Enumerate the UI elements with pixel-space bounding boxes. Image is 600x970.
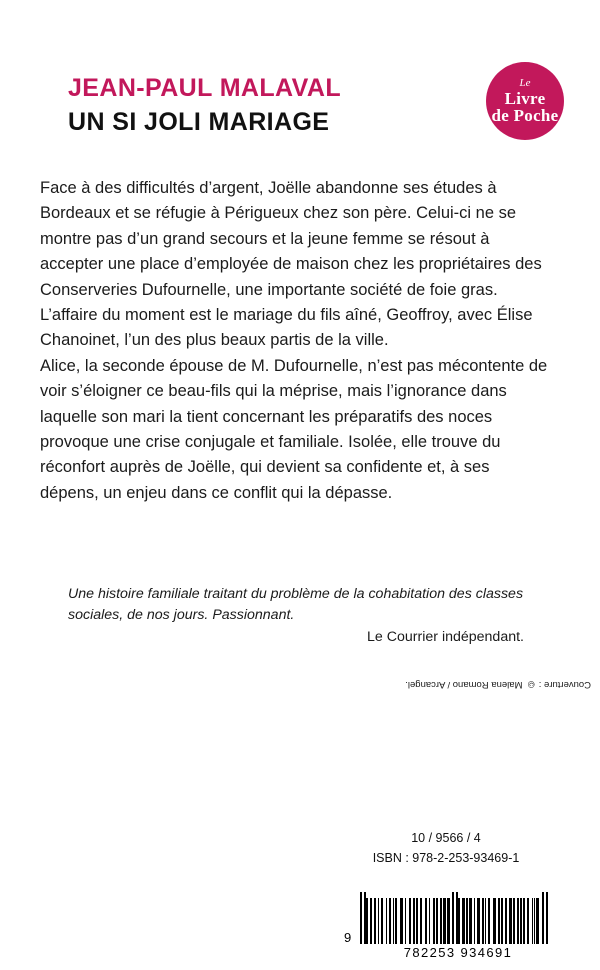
publisher-logo-line1: Le	[519, 76, 531, 89]
press-quote-source: Le Courrier indépendant.	[367, 629, 524, 645]
blurb-paragraph: Face à des difficultés d’argent, Joëlle abandonne ses études à Bordeaux et se réfugie à Périgueux chez son père. Celui-ci ne se montre pas d’un grand secours et la jeune femme se résout à accepter une place d’employée de maison chez les propriétaires des Conserveries Dufournelle, une importante société de foie gras. L’affaire du moment est le mariage du fils aîné, Geoffroy, avec Élise Chanoinet, l’un des plus beaux partis de la ville.	[40, 179, 542, 350]
publisher-logo-line3: de Poche	[491, 106, 559, 126]
book-title: UN SI JOLI MARIAGE	[68, 108, 330, 136]
cover-credit: Couverture : © Malena Romano / Arcangel.	[405, 679, 591, 690]
barcode	[344, 892, 556, 960]
blurb-text	[40, 176, 548, 506]
barcode-bars	[360, 892, 556, 944]
barcode-lead-digit: 9	[344, 930, 352, 945]
author-name: JEAN-PAUL MALAVAL	[68, 74, 341, 102]
blurb-paragraph: Alice, la seconde épouse de M. Dufournelle, n’est pas mécontente de voir s’éloigner ce beau-fils qui la méprise, mais l’ignorance dans laquelle son mari la tient concernant les préparatifs des noces provoque une crise conjugale et familiale. Isolée, elle trouve du réconfort auprès de Joëlle, qui devient sa confidente et, à ses dépens, un enjeu dans ce conflit qui la dépasse.	[40, 356, 548, 502]
press-quote	[68, 584, 524, 648]
isbn-code: ISBN : 978-2-253-93469-1	[372, 851, 520, 865]
product-code: 10 / 9566 / 4	[411, 831, 481, 845]
barcode-digits: 782253 934691	[403, 945, 513, 960]
press-quote-text: Une histoire familiale traitant du problème de la cohabitation des classes sociales, de nos jours. Passionnant.	[68, 586, 524, 623]
publisher-logo-line2: Livre	[504, 88, 546, 108]
product-codes	[336, 828, 556, 868]
publisher-logo	[486, 62, 564, 140]
